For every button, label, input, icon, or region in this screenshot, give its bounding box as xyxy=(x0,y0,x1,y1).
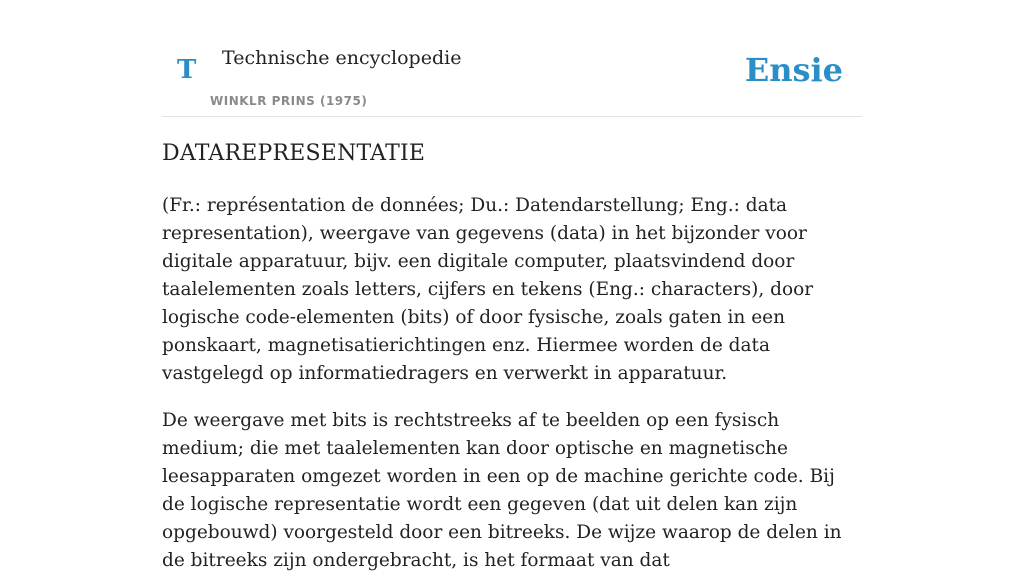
article-title: DATAREPRESENTATIE xyxy=(162,141,426,166)
article-paragraph: De weergave met bits is rechtstreeks af te beelden op een fysisch medium; die met taalelementen kan door optische en magnetische leesapparaten omgezet worden in een op de machine gerichte code. Bij de logische representatie wordt een gegeven (dat uit delen kan zijn opgebouwd) voorgesteld door een bitreeks. De wijze waarop de delen in de bitreeks zijn ondergebracht, is het formaat van dat xyxy=(162,410,842,571)
article-paragraph: (Fr.: représentation de données; Du.: Datendarstellung; Eng.: data representation), weergave van gegevens (data) in het bijzonder voor digitale apparatuur, bijv. een digitale computer, plaatsvindend door taalelementen zoals letters, cijfers en tekens (Eng.: characters), door logische code-elementen (bits) of door fysische, zoals gaten in een ponskaart, magnetisatierichtingen enz. Hiermee worden de data vastgelegd op informatiedragers en verwerkt in apparatuur. xyxy=(162,195,814,384)
article xyxy=(162,138,862,575)
book-header xyxy=(162,0,862,117)
ensie-logo[interactable]: Ensie xyxy=(744,51,843,89)
book-title-link[interactable]: Technische encyclopedie xyxy=(222,47,462,69)
book-letter-logo[interactable]: T xyxy=(177,55,197,85)
book-subtitle: WINKLR PRINS (1975) xyxy=(210,94,368,108)
